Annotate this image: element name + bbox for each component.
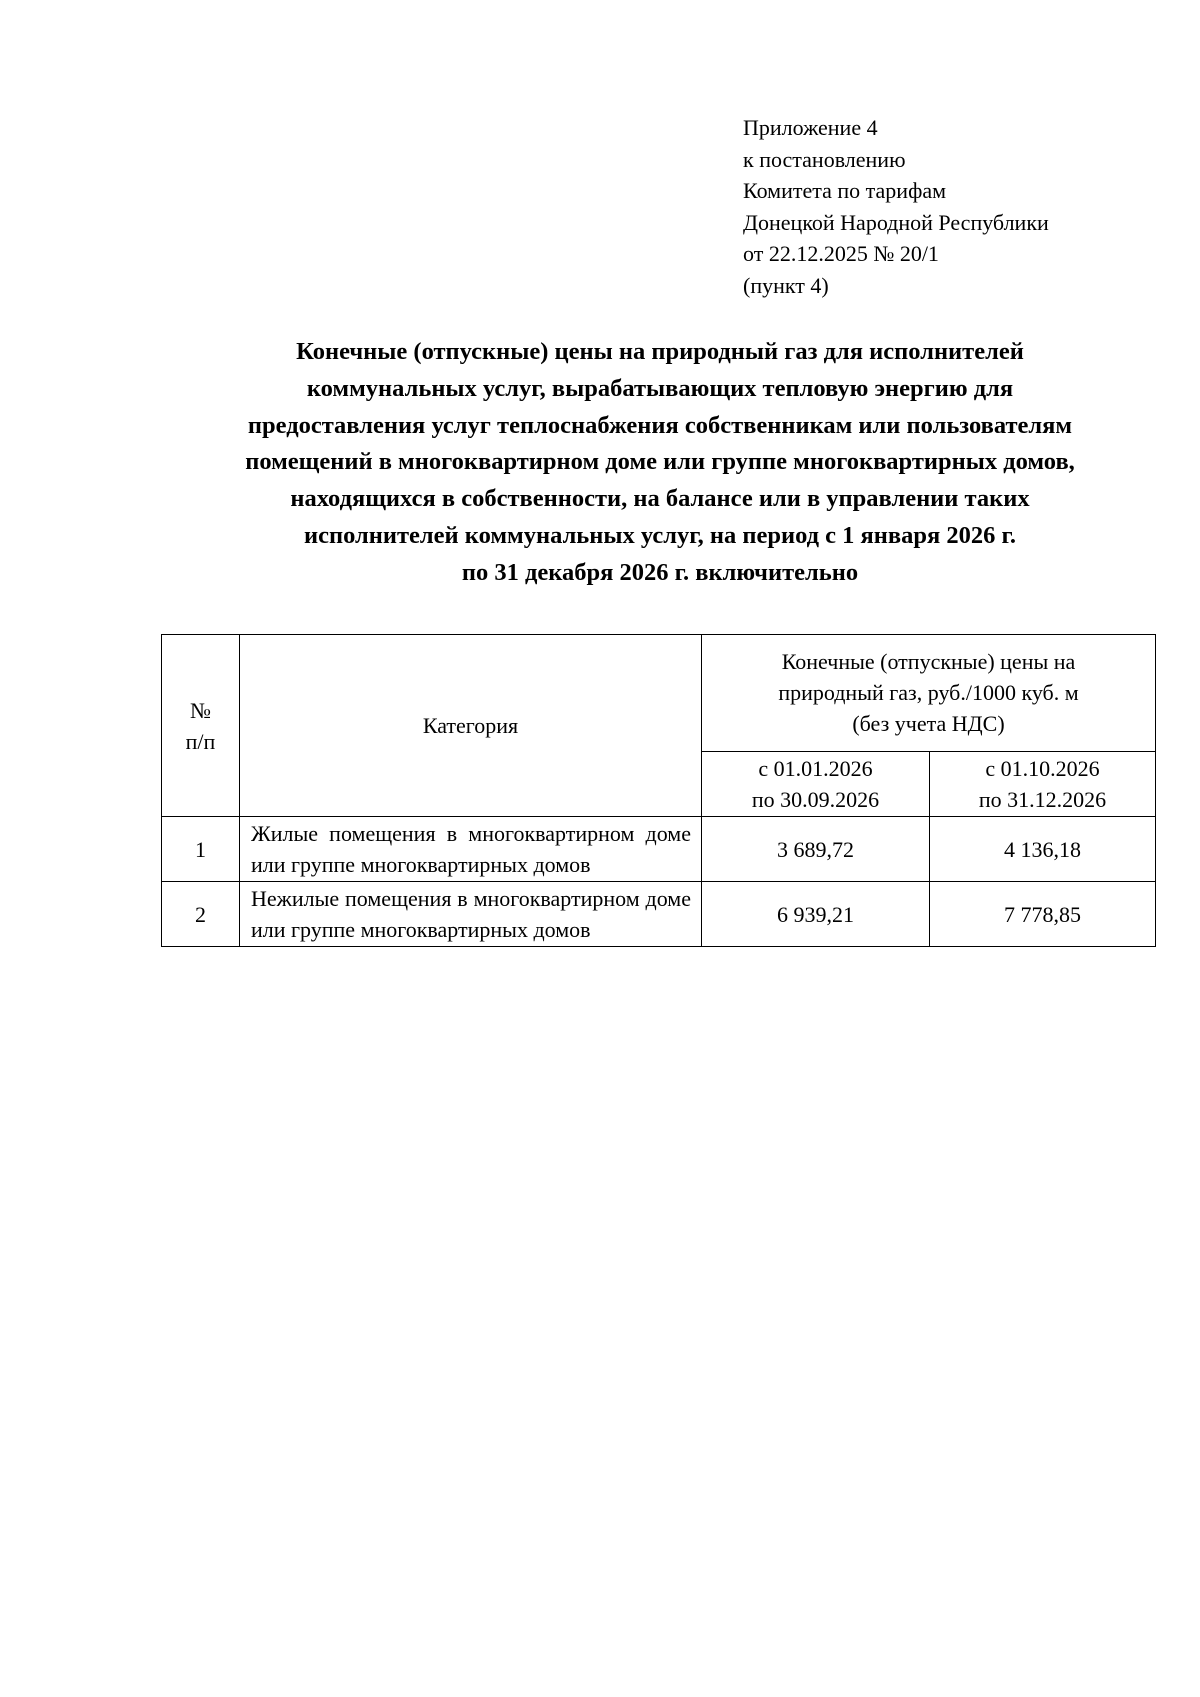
appendix-reference [743,112,1049,302]
header-number-cell [162,635,240,817]
period2-end: по 31.12.2026 [978,787,1107,812]
row-number-cell: 1 [162,817,240,882]
appendix-line: к постановлению [743,146,906,172]
row-category-cell: Нежилые помещения в многоквартирном доме или группе многоквартирных домов [240,882,702,947]
appendix-line: (пункт 4) [743,272,829,298]
row-price-period2-cell: 4 136,18 [930,817,1156,882]
header-period2-cell [930,752,1156,817]
row-price-period1-cell: 6 939,21 [702,882,930,947]
period1-end: по 30.09.2026 [751,787,880,812]
header-price-line: Конечные (отпускные) цены на [781,649,1076,674]
header-category-cell: Категория [240,635,702,817]
row-number-cell: 2 [162,882,240,947]
row-price-period2-cell: 7 778,85 [930,882,1156,947]
price-table [161,634,1156,947]
title-line: коммунальных услуг, вырабатывающих тепловую энергию для [306,374,1014,402]
title-line: по 31 декабря 2026 г. включительно [461,558,859,586]
title-line: предоставления услуг теплоснабжения собственникам или пользователям [247,411,1073,439]
title-line: находящихся в собственности, на балансе или в управлении таких [290,485,1030,513]
period1-start: с 01.01.2026 [758,756,873,781]
header-number-symbol: № [190,697,211,723]
header-period1-cell [702,752,930,817]
title-line: Конечные (отпускные) цены на природный газ для исполнителей [296,338,1024,365]
period2-start: с 01.10.2026 [985,756,1100,781]
row-category-cell: Жилые помещения в многоквартирном доме или группе многоквартирных домов [240,817,702,882]
title-line: помещений в многоквартирном доме или группе многоквартирных домов, [245,448,1075,476]
appendix-line: Приложение 4 [743,115,878,140]
appendix-line: Донецкой Народной Республики [743,209,1049,235]
row-price-period1-cell: 3 689,72 [702,817,930,882]
header-number-abbrev: п/п [185,728,216,754]
header-price-group-cell [702,635,1156,752]
title-line: исполнителей коммунальных услуг, на период с 1 января 2026 г. [304,521,1016,549]
header-price-line: природный газ, руб./1000 куб. м [778,680,1079,705]
table-row [162,817,1156,882]
table-row [162,882,1156,947]
appendix-line: Комитета по тарифам [743,178,947,204]
table-header-row [162,635,1156,752]
document-title [150,334,1170,592]
header-price-line: (без учета НДС) [852,711,1005,736]
appendix-line: от 22.12.2025 № 20/1 [743,241,939,267]
